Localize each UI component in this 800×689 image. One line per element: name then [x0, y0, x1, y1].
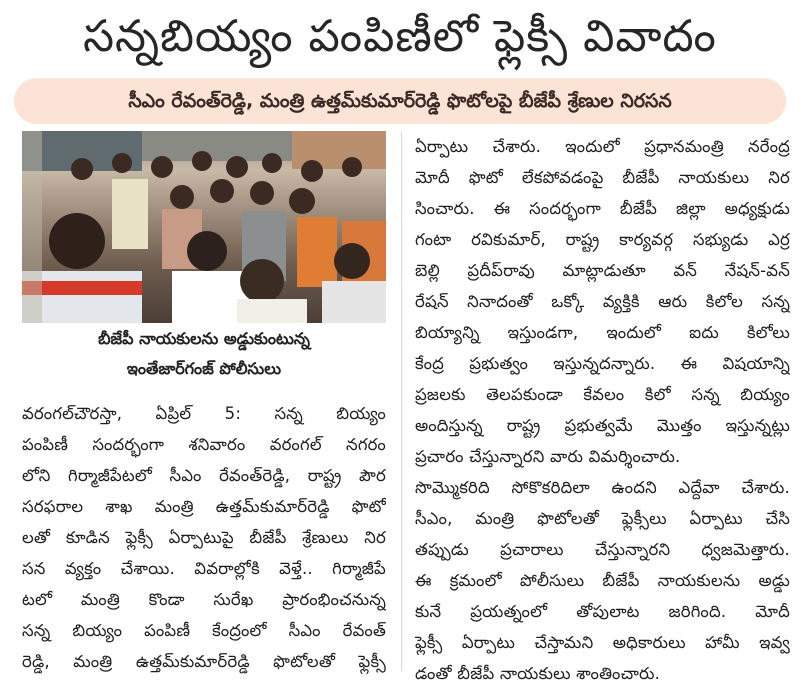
news-photo	[22, 131, 386, 323]
article-line: ఈ క్రమంలో పోలీసులు బీజేపీ నాయకులను అడ్డు	[415, 571, 790, 590]
article-line: అందిస్తున్న రాష్ట్ర ప్రభుత్వమే మొత్తం ఇస్తున్నట్లు	[415, 416, 790, 435]
crowd-photo-illustration	[22, 131, 386, 323]
article-line: ఫ్లెక్సీ ఏర్పాటు చేస్తామని అధికారులు హామీ ఇవ్వ	[415, 633, 790, 652]
article-line: సీఎం, మంత్రి ఫొటోలతో ఫ్లెక్సీలు ఏర్పాటు చేసి	[415, 509, 790, 528]
article-line: పంపిణీ సందర్భంగా శనివారం వరంగల్ నగరం	[22, 435, 386, 454]
article-line: లతో కూడిన ఫ్లెక్సీ ఏర్పాటుపై బీజేపీ శ్రేణులు నిర	[22, 528, 386, 547]
photo-caption	[22, 324, 386, 394]
article-line: రేషన్ నినాదంతో ఒక్కో వ్యక్తికి ఆరు కిలోల సన్న	[415, 292, 790, 311]
article-line: మోదీ ఫొటో లేకపోవడంపై బీజేపీ నాయకులు నిర	[415, 168, 790, 187]
article-line: సన వ్యక్తం చేశాయి. వివరాల్లోకి వెళ్తే.. గిర్మాజీపే	[22, 559, 386, 578]
article-line: టలో మంత్రి కొండా సురేఖ ప్రారంభించనున్న	[22, 590, 386, 609]
headline: సన్నబియ్యం పంపిణీలో ఫ్లెక్సీ వివాదం	[83, 11, 717, 62]
article-line: కేంద్ర ప్రభుత్వం ఇస్తున్నదన్నారు. ఈ విషయాన్ని	[415, 354, 790, 373]
article-right-column	[415, 131, 790, 689]
article-line: సన్న బియ్యం పంపిణీ కేంద్రంలో సీఎం రేవంత్	[22, 621, 386, 640]
article-line: సరఫరాల శాఖ మంత్రి ఉత్తమ్‌కుమార్‌రెడ్డి ఫొటో	[22, 497, 386, 516]
article-line: డంతో బీజేపీ నాయకులు శాంతించారు.	[415, 664, 661, 683]
article-line: తప్పుడు ప్రచారాలు చేస్తున్నారని ధ్వజమెత్తారు.	[415, 540, 790, 559]
article-line: కునే ప్రయత్నంలో తోపులాట జరిగింది. మోదీ	[415, 602, 790, 621]
caption-line: బీజేపీ నాయకులను అడ్డుకుంటున్న	[98, 329, 310, 348]
article-line: ప్రజలకు తెలపకుండా కేవలం కిలో సన్న బియ్యం	[415, 385, 790, 404]
article-line: సించారు. ఈ సందర్భంగా బీజేపీ జిల్లా అధ్యక్షుడు	[415, 199, 790, 218]
caption-line: ఇంతేజార్‌గంజ్ పోలీసులు	[126, 359, 282, 378]
article-line: రెడ్డి, మంత్రి ఉత్తమ్‌కుమార్‌రెడ్డి ఫొటోలతో ఫ్లెక్సీ	[22, 652, 386, 671]
article-line: ఏర్పాటు చేశారు. ఇందులో ప్రధానమంత్రి నరేంద్ర	[415, 137, 790, 156]
article-line: బియ్యాన్ని ఇస్తుండగా, ఇందులో ఐదు కిలోలు	[415, 323, 790, 342]
article-line: ప్రచారం చేస్తున్నారని వారు విమర్శించారు.	[415, 447, 681, 466]
article-left-column	[22, 398, 386, 677]
article-line: వరంగల్‌చౌరస్తా, ఏప్రిల్ 5: సన్న బియ్యం	[22, 404, 386, 423]
column-divider	[401, 131, 402, 671]
article-line: లోని గిర్మాజీపేటలో సీఎం రేవంత్‌రెడ్డి, రాష్ట్ర పౌర	[22, 466, 386, 485]
article-line: బెల్లి ప్రదీప్‌రావు మాట్లాడుతూ వన్ నేషన్-వన్	[415, 261, 790, 280]
article-line: సొమ్మొకరిది సోకొకరిదిలా ఉందని ఎద్దేవా చేశారు.	[415, 478, 790, 497]
article-line: గంటా రవికుమార్, రాష్ట్ర కార్యవర్గ సభ్యుడు ఎర్ర	[415, 230, 790, 249]
subheadline: సీఎం రేవంత్‌రెడ్డి, మంత్రి ఉత్తమ్‌కుమార్‌రెడ్డి ఫొటోలపై బీజేపీ శ్రేణుల నిరసన	[14, 78, 786, 124]
